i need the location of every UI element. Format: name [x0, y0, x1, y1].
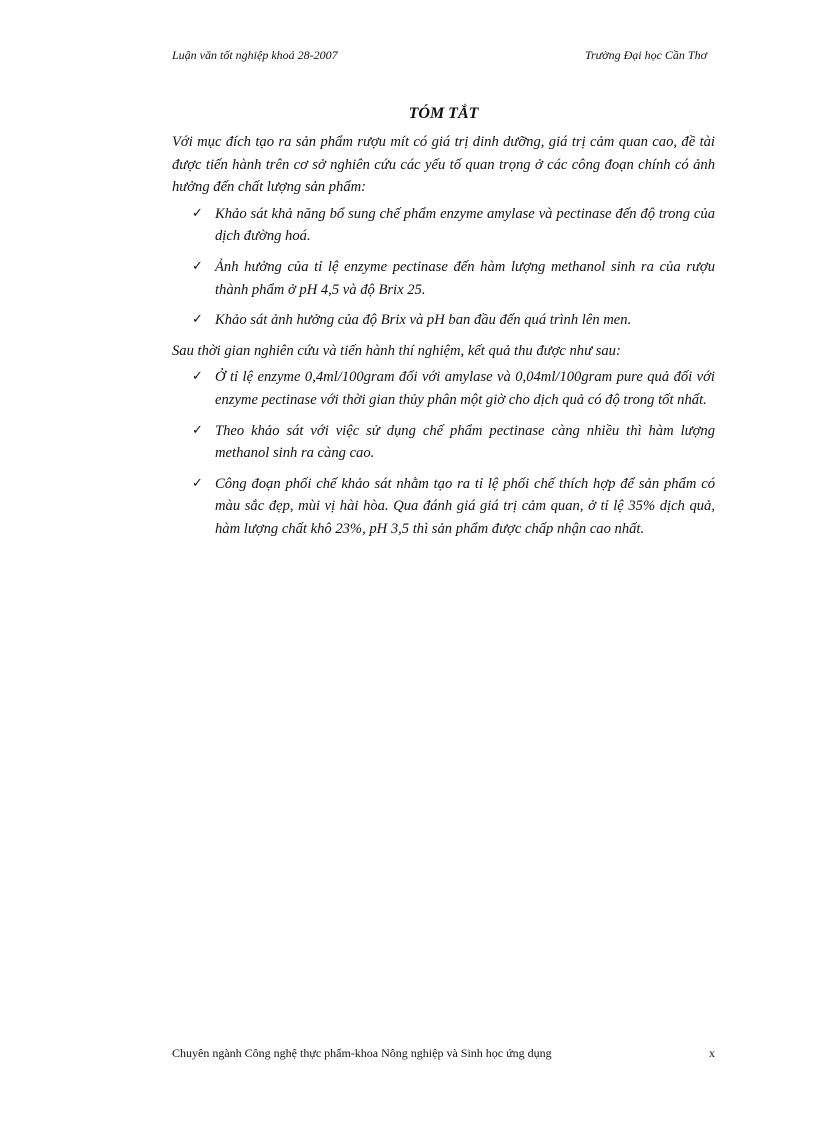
- footer-department: Chuyên ngành Công nghệ thực phẩm-khoa Nông nghiệp và Sinh học ứng dụng: [172, 1046, 552, 1060]
- checkmark-icon: ✓: [192, 475, 203, 491]
- list-item: [172, 309, 715, 332]
- page-title: TÓM TẮT: [408, 105, 479, 122]
- list-item-text: Ở tỉ lệ enzyme 0,4ml/100gram đối với amylase và 0,04ml/100gram pure quả đối với enzyme pectinase với thời gian thủy phân một giờ cho dịch quả có độ trong tốt nhất.: [215, 369, 715, 408]
- checkmark-icon: ✓: [192, 422, 203, 438]
- list-item: [172, 420, 715, 465]
- intro-paragraph: Với mục đích tạo ra sản phẩm rượu mít có giá trị dinh dưỡng, giá trị cảm quan cao, đề tài được tiến hành trên cơ sở nghiên cứu các yếu tố quan trọng ở các công đoạn chính có ảnh hưởng đến chất lượng sản phẩm:: [172, 134, 715, 196]
- results-list: [172, 366, 715, 540]
- study-topics-list: [172, 203, 715, 332]
- results-intro-paragraph: Sau thời gian nghiên cứu và tiến hành thí nghiệm, kết quả thu được như sau:: [172, 342, 621, 359]
- header-thesis-title: Luận văn tốt nghiệp khoá 28-2007: [172, 48, 338, 62]
- page-number: x: [709, 1046, 715, 1060]
- page-content: [172, 103, 715, 549]
- list-item: [172, 473, 715, 541]
- list-item: [172, 203, 715, 248]
- list-item: [172, 256, 715, 301]
- header-university: Trường Đại học Cần Thơ: [584, 48, 707, 62]
- checkmark-icon: ✓: [192, 369, 203, 385]
- list-item-text: Ảnh hưởng của tỉ lệ enzyme pectinase đến hàm lượng methanol sinh ra của rượu thành phẩm ở pH 4,5 và độ Brix 25.: [215, 258, 715, 298]
- list-item-text: Khảo sát khả năng bổ sung chế phẩm enzyme amylase và pectinase đến độ trong của dịch đường hoá.: [215, 205, 715, 245]
- checkmark-icon: ✓: [192, 312, 203, 328]
- list-item: [172, 366, 715, 411]
- list-item-text: Công đoạn phối chế khảo sát nhằm tạo ra tỉ lệ phối chế thích hợp để sản phẩm có màu sắc đẹp, mùi vị hài hòa. Qua đánh giá giá trị cảm quan, ở tỉ lệ 35% dịch quả, hàm lượng chất khô 23%, pH 3,5 thì sản phẩm được chấp nhận cao nhất.: [215, 475, 715, 537]
- checkmark-icon: ✓: [192, 205, 203, 221]
- list-item-text: Khảo sát ảnh hưởng của độ Brix và pH ban đầu đến quá trình lên men.: [215, 312, 632, 329]
- checkmark-icon: ✓: [192, 258, 203, 274]
- list-item-text: Theo khảo sát với việc sử dụng chế phẩm pectinase càng nhiều thì hàm lượng methanol sinh ra càng cao.: [215, 422, 715, 462]
